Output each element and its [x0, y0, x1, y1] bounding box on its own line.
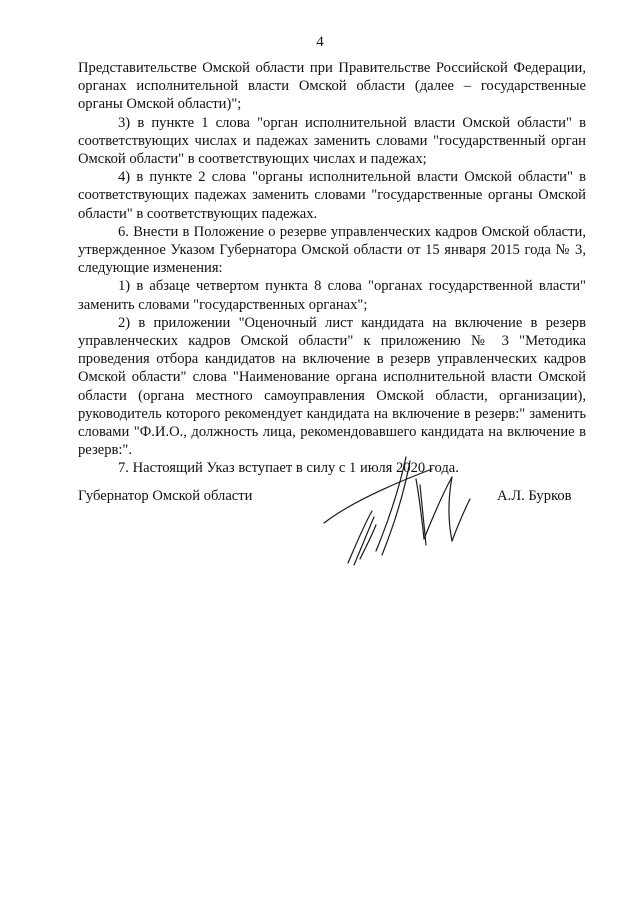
document-body	[78, 59, 586, 478]
paragraph-item-4: 4) в пункте 2 слова "органы исполнительной власти Омской области" в соответствующих падежах заменить словами "государственные органы Омской области" в соответствующих падежах.	[78, 169, 586, 222]
handwritten-signature	[320, 455, 490, 570]
paragraph-item-1: 1) в абзаце четвертом пункта 8 слова "органах государственной власти" заменить словами "государственных органах";	[78, 278, 586, 313]
paragraph-section-7: 7. Настоящий Указ вступает в силу с 1 июля 2020 года.	[118, 460, 459, 477]
signatory-title: Губернатор Омской области	[78, 488, 253, 504]
paragraph-continuation: Представительстве Омской области при Правительстве Российской Федерации, органах исполнительной власти Омской области (далее – государственные органы Омской области)";	[78, 60, 586, 113]
paragraph-section-6: 6. Внести в Положение о резерве управленческих кадров Омской области, утвержденное Указом Губернатора Омской области от 15 января 2015 года № 3, следующие изменения:	[78, 223, 586, 277]
page-number: 4	[316, 34, 324, 50]
paragraph-item-2: 2) в приложении "Оценочный лист кандидата на включение в резерв управленческих кадров Омской области" к приложению № 3 "Методика проведения отбора кандидатов на включение в резерв управленческих кадров Омской области" слова "Наименование органа исполнительной власти Омской области (органа местного самоуправления Омской области, организации), руководитель которого рекомендует кандидата на включение в резерв:" заменить словами "Ф.И.О., должность лица, рекомендовавшего кандидата на включение в резерв:".	[78, 314, 586, 459]
paragraph-item-3: 3) в пункте 1 слова "орган исполнительной власти Омской области" в соответствующих числах и падежах заменить словами "государственный орган Омской области" в соответствующих числах и падежах;	[78, 114, 586, 168]
signatory-name: А.Л. Бурков	[497, 488, 572, 504]
